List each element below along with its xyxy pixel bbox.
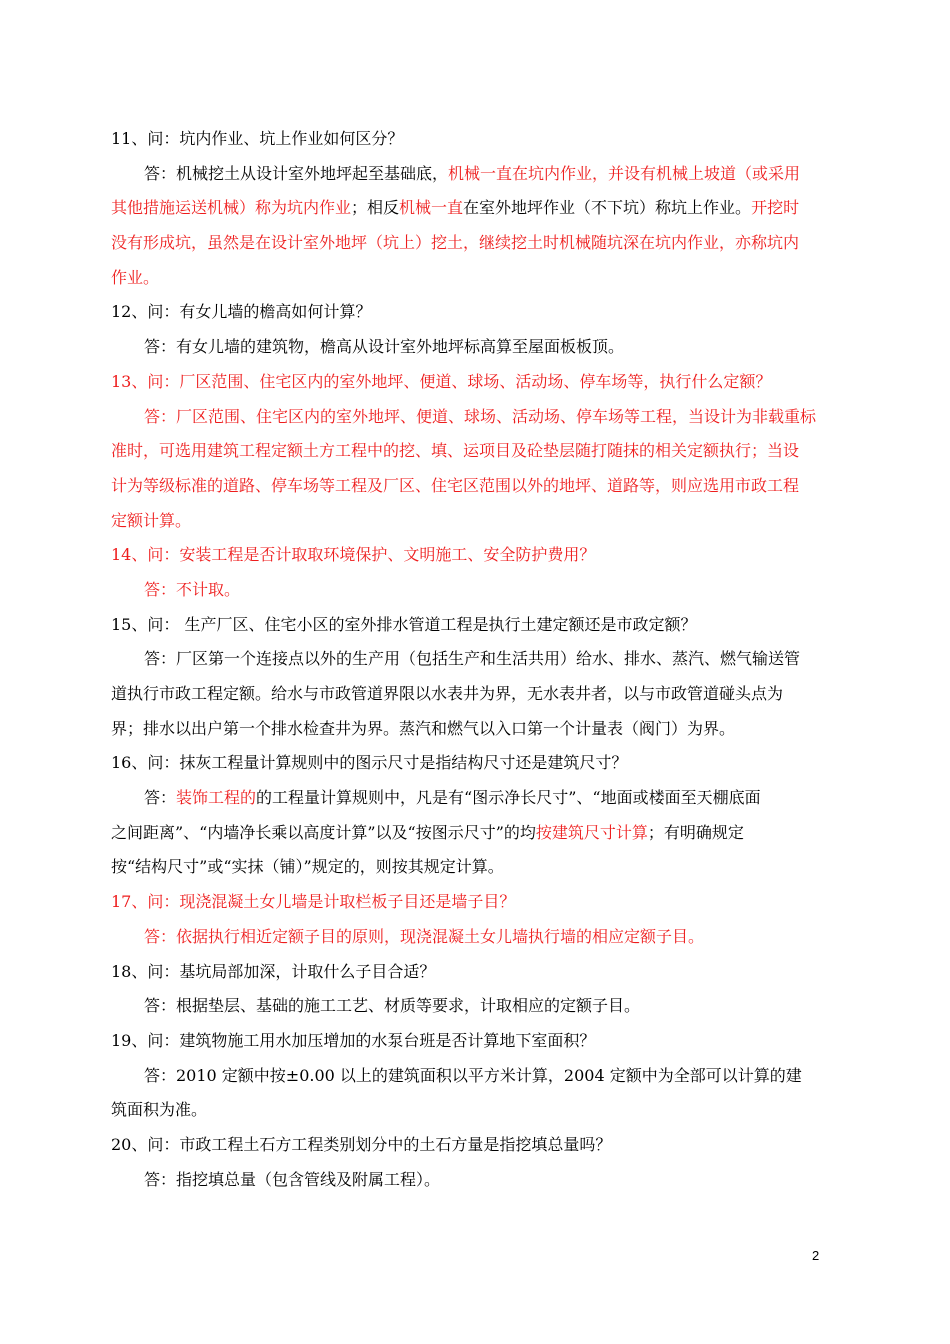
text-line (111, 504, 806, 539)
text-span: 16、问：抹灰工程量计算规则中的图示尺寸是指结构尺寸还是建筑尺寸？ (111, 753, 628, 773)
text-line (111, 1128, 806, 1163)
text-span: 答：指挖填总量（包含管线及附属工程）。 (144, 1169, 441, 1189)
highlighted-text: 准时，可选用建筑工程定额土方工程中的挖、填、运项目及砼垫层随打随抹的相关定额执行；当设 (111, 441, 800, 461)
text-span: 道执行市政工程定额。给水与市政管道界限以水表井为界，无水表井者，以与市政管道碰头点为 (111, 684, 784, 703)
text-line (111, 434, 806, 469)
text-span: 18、问：基坑局部加深，计取什么子目合适？ (111, 961, 436, 981)
text-line (111, 469, 806, 504)
highlighted-text: 开挖时 (751, 198, 800, 218)
text-span: 答：根据垫层、基础的施工工艺、材质等要求，计取相应的定额子目。 (144, 996, 641, 1016)
highlighted-text: 答：依据执行相近定额子目的原则，现浇混凝土女儿墙执行墙的相应定额子目。 (144, 926, 705, 946)
text-line (111, 608, 806, 643)
text-line (111, 885, 806, 920)
text-line (111, 677, 806, 712)
text-span: 的工程量计算规则中，凡是有“图示净长尺寸”、“地面或楼面至天棚底面 (256, 788, 761, 808)
highlighted-text: 作业。 (111, 267, 160, 287)
text-line (111, 642, 806, 677)
highlighted-text: 按建筑尺寸计算 (535, 822, 648, 842)
text-span: 答：机械挖土从设计室外地坪起至基础底， (144, 163, 449, 183)
highlighted-text: 机械一直在坑内作业，并设有机械上坡道（或采用 (448, 163, 801, 183)
text-span: 在室外地坪作业（不下坑）称坑上作业。 (463, 198, 752, 218)
text-line (111, 816, 806, 851)
text-line (111, 400, 817, 435)
text-line (111, 573, 806, 608)
text-span: 15、问： 生产厂区、住宅小区的室外排水管道工程是执行土建定额还是市政定额？ (111, 614, 697, 634)
qa-body (111, 122, 817, 1197)
text-span: 答：2010 定额中按±0.00 以上的建筑面积以平方米计算，2004 定额中为全部可以计算的建 (144, 1065, 802, 1085)
text-span: 按“结构尺寸”或“实抹（铺）”规定的，则按其规定计算。 (111, 857, 504, 877)
text-line (111, 1163, 806, 1198)
text-line (111, 1024, 806, 1059)
highlighted-text: 答：厂区范围、住宅区内的室外地坪、便道、球场、活动场、停车场等工程，当设计为非载重标 (144, 406, 817, 426)
text-line (111, 295, 806, 330)
page-number: 2 (812, 1248, 820, 1263)
text-line (111, 122, 806, 157)
highlighted-text: 机械一直 (399, 198, 464, 218)
text-line (111, 955, 806, 990)
text-line (111, 989, 806, 1024)
text-line (111, 365, 806, 400)
text-span: 答： (144, 788, 177, 808)
text-line (111, 261, 806, 296)
text-span: 11、问：坑内作业、坑上作业如何区分？ (111, 129, 404, 148)
text-span: 答：厂区第一个连接点以外的生产用（包括生产和生活共用）给水、排水、蒸汽、燃气输送管 (144, 649, 801, 669)
text-span: 20、问：市政工程土石方工程类别划分中的土石方量是指挖填总量吗？ (111, 1134, 612, 1154)
highlighted-text: 装饰工程的 (176, 788, 257, 808)
text-span: 19、问：建筑物施工用水加压增加的水泵台班是否计算地下室面积？ (111, 1030, 596, 1050)
text-span: ；相反 (351, 198, 400, 218)
highlighted-text: 没有形成坑，虽然是在设计室外地坪（坑上）挖土，继续挖土时机械随坑深在坑内作业，亦称坑内 (111, 233, 800, 253)
text-span: 12、问：有女儿墙的檐高如何计算？ (111, 302, 372, 322)
text-line (111, 157, 806, 192)
highlighted-text: 13、问：厂区范围、住宅区内的室外地坪、便道、球场、活动场、停车场等，执行什么定额？ (111, 371, 772, 391)
text-line (111, 920, 806, 955)
text-line (111, 781, 806, 816)
highlighted-text: 14、问：安装工程是否计取取环境保护、文明施工、安全防护费用？ (111, 545, 596, 565)
text-span: 筑面积为准。 (111, 1100, 208, 1120)
text-span: 之间距离”、“内墙净长乘以高度计算”以及“按图示尺寸”的均 (111, 822, 536, 842)
text-line (111, 538, 806, 573)
text-line (111, 1093, 806, 1128)
highlighted-text: 答：不计取。 (144, 579, 241, 599)
text-span: 答：有女儿墙的建筑物，檐高从设计室外地坪标高算至屋面板板顶。 (144, 337, 625, 357)
text-line (111, 1059, 806, 1094)
text-span: 界；排水以出户第一个排水检查井为界。蒸汽和燃气以入口第一个计量表（阀门）为界。 (111, 718, 736, 738)
text-span: ；有明确规定 (647, 822, 744, 842)
text-line (111, 850, 806, 885)
text-line (111, 191, 806, 226)
highlighted-text: 17、问：现浇混凝土女儿墙是计取栏板子目还是墙子目？ (111, 892, 516, 912)
highlighted-text: 定额计算。 (111, 510, 192, 530)
text-line (111, 330, 806, 365)
highlighted-text: 其他措施运送机械）称为坑内作业 (111, 198, 352, 218)
text-line (111, 746, 806, 781)
text-line (111, 712, 806, 747)
highlighted-text: 计为等级标准的道路、停车场等工程及厂区、住宅区范围以外的地坪、道路等，则应选用市政工程 (111, 475, 800, 495)
text-line (111, 226, 806, 261)
